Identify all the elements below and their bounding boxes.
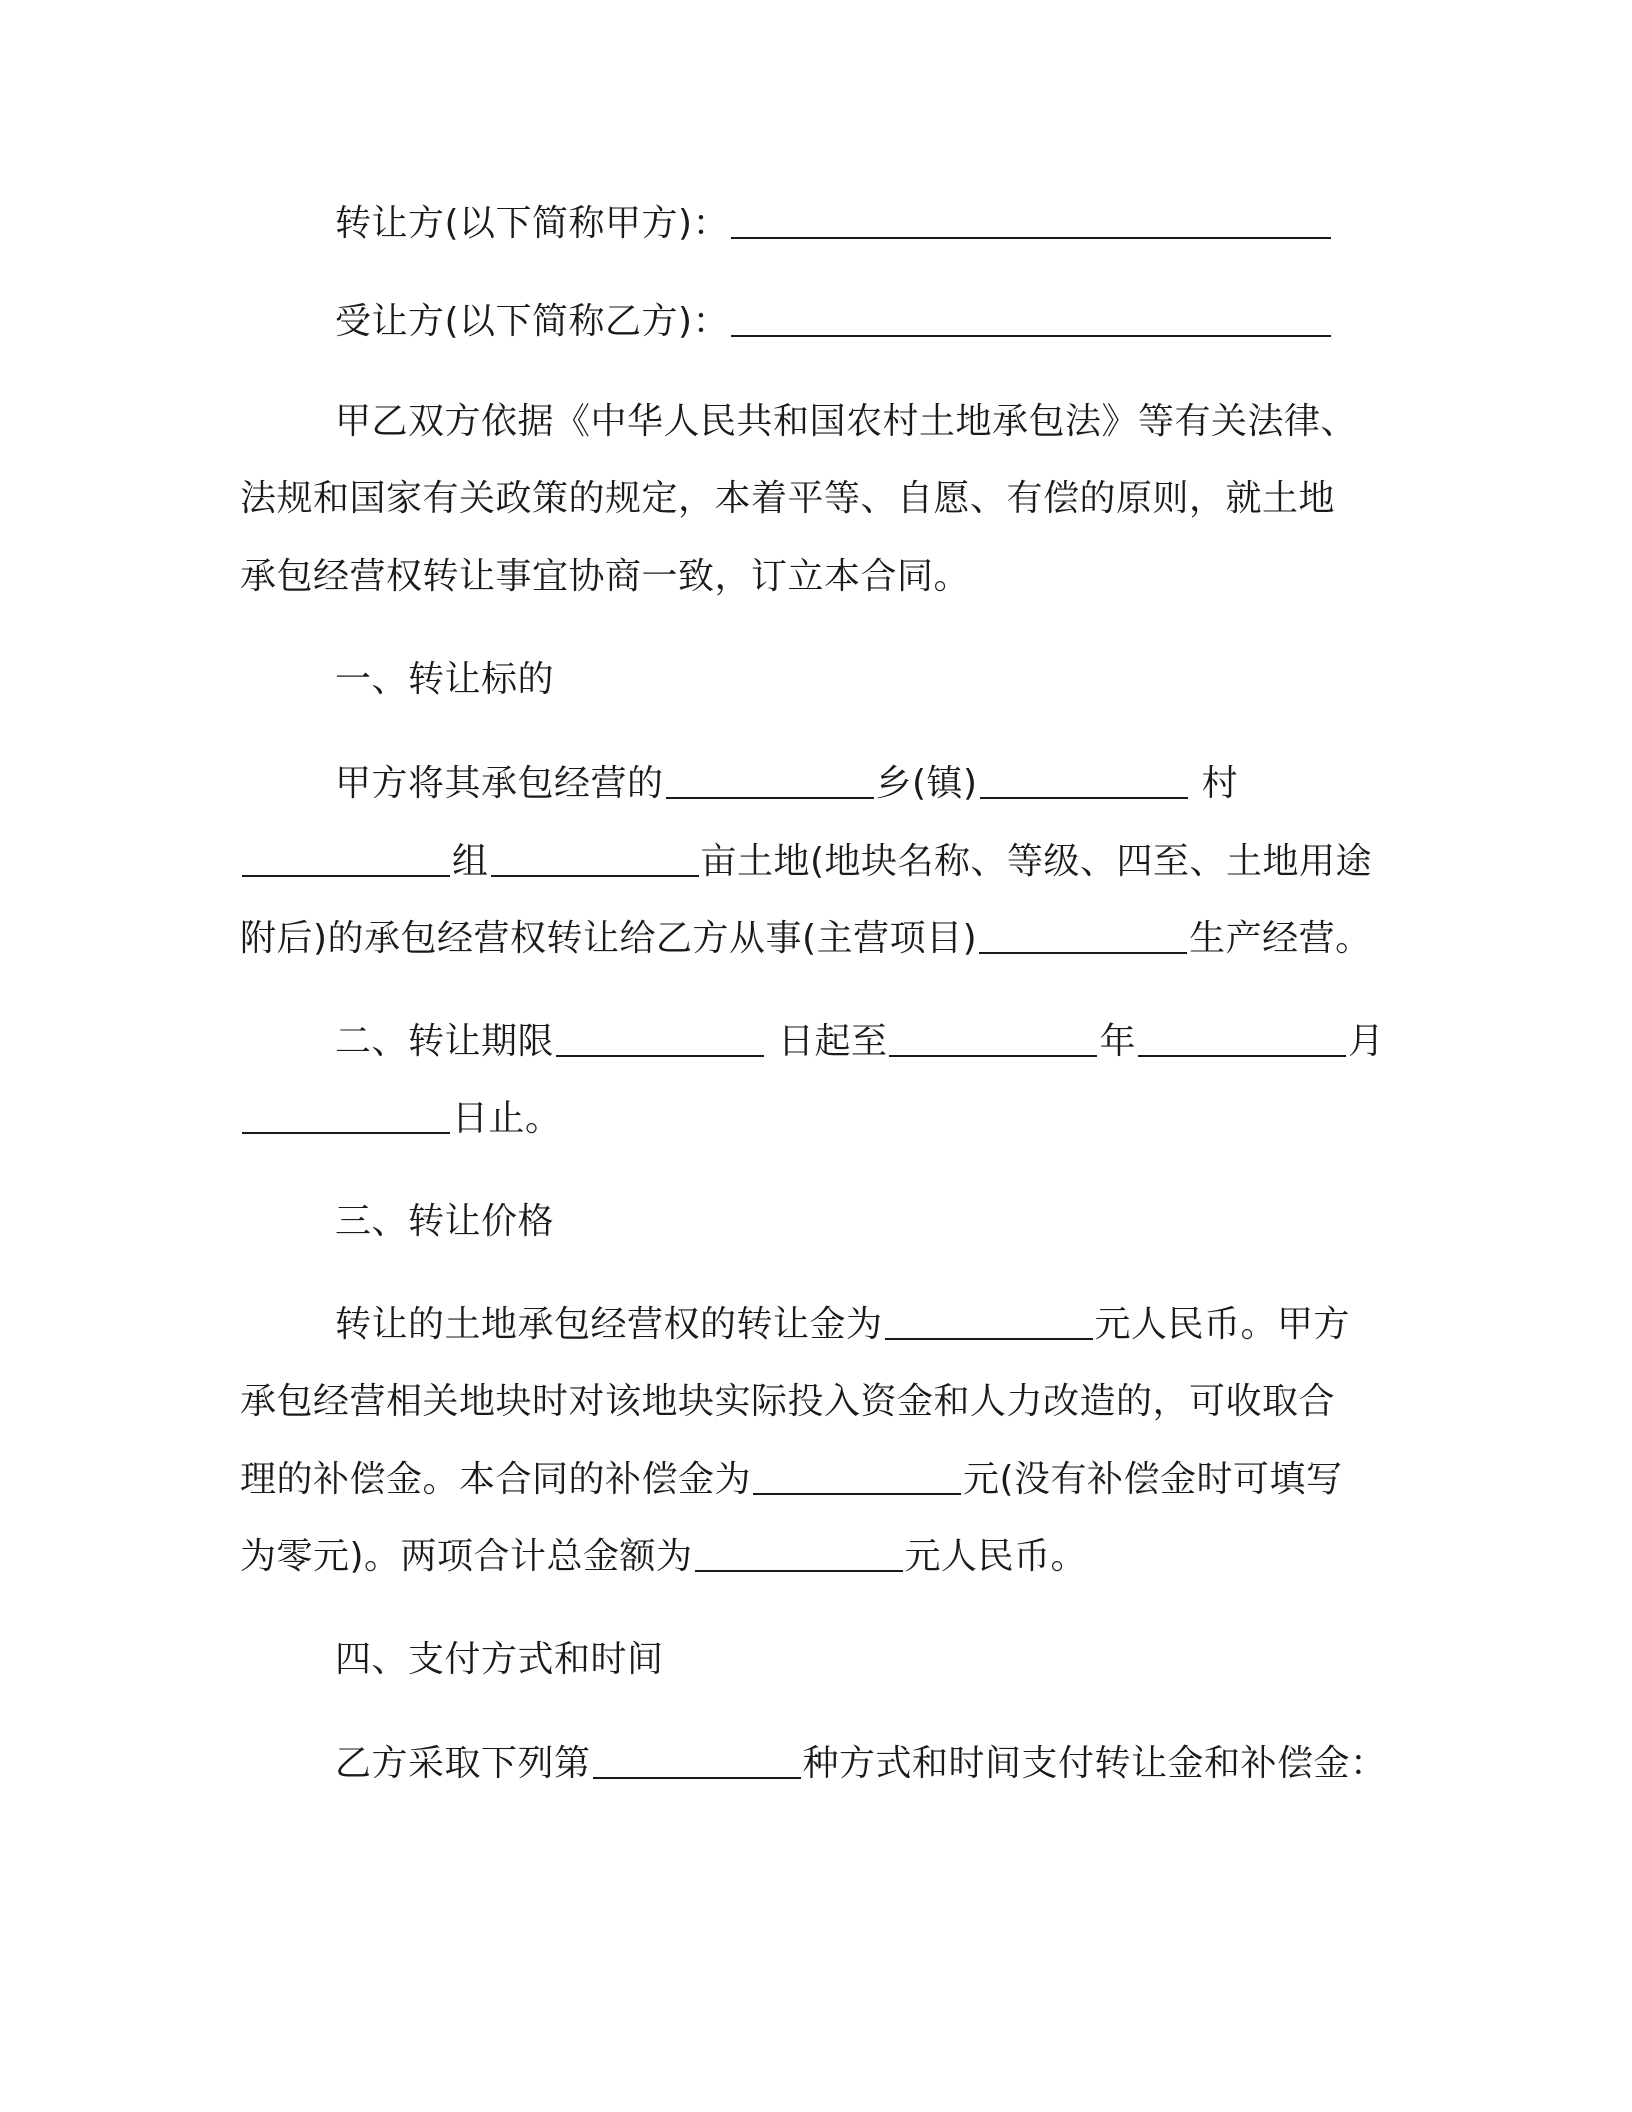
end-day-blank[interactable] bbox=[242, 1100, 450, 1134]
transferee-label: 受让方(以下简称乙方)： bbox=[335, 301, 730, 342]
intro-line-3: 承包经营权转让事宜协商一致，订立本合同。 bbox=[240, 556, 971, 597]
section4-l1-a: 乙方采取下列第 bbox=[335, 1743, 591, 1784]
intro-line-1: 甲乙双方依据《中华人民共和国农村土地承包法》等有关法律、 bbox=[335, 401, 1358, 442]
section3-line-1 bbox=[335, 1303, 1390, 1347]
section3-l4-a: 为零元)。两项合计总金额为 bbox=[240, 1536, 693, 1577]
section1-l1-c: 村 bbox=[1201, 763, 1239, 804]
transferor-line bbox=[335, 202, 1390, 246]
section4-l1-b: 种方式和时间支付转让金和补偿金： bbox=[802, 1743, 1387, 1784]
section1-l1-b: 乡(镇) bbox=[875, 763, 978, 804]
section4-line-1 bbox=[335, 1742, 1390, 1786]
section2-l2-a: 日止。 bbox=[452, 1098, 562, 1139]
section3-l1-b: 元人民币。甲方 bbox=[1094, 1304, 1351, 1345]
intro-line-2: 法规和国家有关政策的规定，本着平等、自愿、有偿的原则，就土地 bbox=[240, 478, 1336, 519]
end-year-blank[interactable] bbox=[889, 1023, 1097, 1057]
transferor-label: 转让方(以下简称甲方)： bbox=[335, 203, 730, 244]
transferor-blank[interactable] bbox=[731, 205, 1331, 239]
section4-heading: 四、支付方式和时间 bbox=[335, 1639, 664, 1680]
section1-l3-a: 附后)的承包经营权转让给乙方从事(主营项目) bbox=[240, 918, 978, 959]
section3-l3-b: 元(没有补偿金时可填写 bbox=[963, 1459, 1343, 1500]
section3-l4-b: 元人民币。 bbox=[904, 1536, 1088, 1577]
section1-heading: 一、转让标的 bbox=[335, 659, 555, 700]
main-project-blank[interactable] bbox=[979, 920, 1187, 954]
transferee-line bbox=[335, 300, 1390, 344]
section3-line-4 bbox=[240, 1535, 1390, 1579]
section2-line-2 bbox=[240, 1097, 1390, 1141]
section1-l2-a: 组 bbox=[452, 841, 489, 882]
section1-line-3 bbox=[240, 917, 1390, 961]
section1-l1-a: 甲方将其承包经营的 bbox=[335, 763, 664, 804]
payment-method-blank[interactable] bbox=[593, 1745, 801, 1779]
group-number-blank[interactable] bbox=[242, 843, 450, 877]
compensation-blank[interactable] bbox=[753, 1461, 961, 1495]
township-blank[interactable] bbox=[666, 765, 874, 799]
section1-line-1 bbox=[335, 762, 1390, 806]
village-blank[interactable] bbox=[980, 765, 1188, 799]
total-amount-blank[interactable] bbox=[695, 1538, 903, 1572]
section1-line-2 bbox=[240, 840, 1390, 884]
section1-l3-b: 生产经营。 bbox=[1189, 918, 1372, 959]
acreage-blank[interactable] bbox=[491, 843, 699, 877]
section3-line-2: 承包经营相关地块时对该地块实际投入资金和人力改造的，可收取合 bbox=[240, 1381, 1336, 1422]
section3-line-3 bbox=[240, 1458, 1390, 1502]
start-date-blank[interactable] bbox=[556, 1023, 764, 1057]
section3-heading: 三、转让价格 bbox=[335, 1201, 555, 1242]
section2-l1-a: 二、转让期限 bbox=[335, 1021, 555, 1062]
section3-l3-a: 理的补偿金。本合同的补偿金为 bbox=[240, 1459, 752, 1500]
section2-l1-c: 年 bbox=[1099, 1021, 1136, 1062]
section1-l2-b: 亩土地(地块名称、等级、四至、土地用途 bbox=[700, 841, 1373, 882]
transferee-blank[interactable] bbox=[731, 303, 1331, 337]
end-month-blank[interactable] bbox=[1138, 1023, 1346, 1057]
section3-l1-a: 转让的土地承包经营权的转让金为 bbox=[335, 1304, 883, 1345]
section2-l1-b: 日起至 bbox=[777, 1021, 888, 1062]
section2-l1-d: 月 bbox=[1348, 1021, 1385, 1062]
transfer-fee-blank[interactable] bbox=[885, 1306, 1093, 1340]
section2-line-1 bbox=[335, 1020, 1390, 1064]
